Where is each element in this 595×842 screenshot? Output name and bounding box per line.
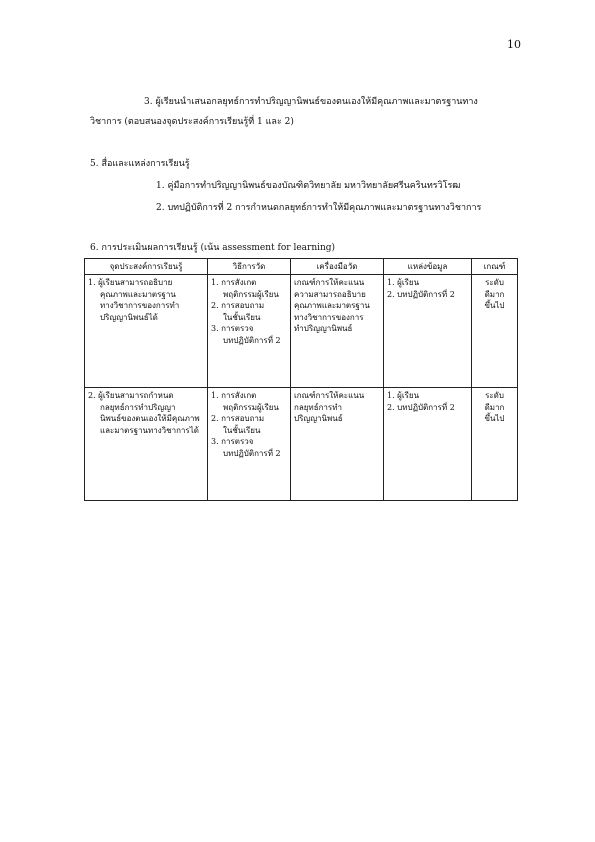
cell-objective bbox=[85, 388, 208, 501]
cell-method bbox=[208, 275, 291, 388]
cell-line: ในชั้นเรียน bbox=[223, 312, 261, 322]
cell-line: ระดับ bbox=[485, 278, 504, 287]
table-header-row bbox=[85, 259, 518, 275]
cell-objective bbox=[85, 275, 208, 388]
cell-line: ขึ้นไป bbox=[484, 301, 505, 310]
cell-line: ระดับ bbox=[485, 391, 504, 400]
cell-criteria bbox=[472, 275, 518, 388]
cell-line: 2. การสอบถาม bbox=[211, 414, 265, 423]
page-number: 10 bbox=[507, 38, 521, 51]
cell-line: ปริญญานิพนธ์ได้ bbox=[100, 312, 158, 322]
table-row bbox=[85, 275, 518, 388]
cell-line: 1. ผู้เรียน bbox=[387, 391, 420, 400]
cell-line: 1. ผู้เรียน bbox=[387, 278, 420, 287]
cell-tool bbox=[291, 275, 384, 388]
header-criteria: เกณฑ์ bbox=[472, 259, 518, 275]
cell-line: 1. การสังเกต bbox=[211, 391, 257, 400]
cell-line: เกณฑ์การให้คะแนน bbox=[294, 391, 365, 400]
header-method: วิธีการวัด bbox=[208, 259, 291, 275]
cell-line: ปริญญานิพนธ์ bbox=[294, 414, 343, 423]
cell-source bbox=[384, 388, 472, 501]
cell-line: 2. การสอบถาม bbox=[211, 301, 265, 310]
cell-line: ทางวิชาการของการทำ bbox=[100, 301, 180, 310]
cell-line: 2. บทปฏิบัติการที่ 2 bbox=[387, 289, 455, 299]
header-tool: เครื่องมือวัด bbox=[291, 259, 384, 275]
cell-line: กลยุทธ์การทำ bbox=[294, 402, 342, 412]
section5-item-2: 2. บทปฏิบัติการที่ 2 การกำหนดกลยุทธ์การทำให้มีคุณภาพและมาตรฐานทางวิชาการ bbox=[156, 203, 482, 213]
cell-line: พฤติกรรมผู้เรียน bbox=[223, 289, 279, 299]
cell-line: ดีมาก bbox=[484, 289, 505, 299]
cell-line: ทางวิชาการของการ bbox=[294, 312, 364, 322]
header-objective: จุดประสงค์การเรียนรู้ bbox=[85, 259, 208, 275]
item3-line2: วิชาการ (ตอบสนองจุดประสงค์การเรียนรู้ที่ 1 และ 2) bbox=[90, 117, 294, 127]
cell-criteria bbox=[472, 388, 518, 501]
cell-line: 3. การตรวจ bbox=[211, 437, 254, 446]
cell-line: พฤติกรรมผู้เรียน bbox=[223, 402, 279, 412]
cell-method bbox=[208, 388, 291, 501]
cell-line: ดีมาก bbox=[484, 402, 505, 412]
cell-line: คุณภาพและมาตรฐาน bbox=[100, 289, 176, 299]
cell-line: 1. ผู้เรียนสามารถอธิบาย bbox=[88, 278, 173, 287]
cell-source bbox=[384, 275, 472, 388]
cell-line: บทปฏิบัติการที่ 2 bbox=[223, 448, 281, 458]
cell-tool bbox=[291, 388, 384, 501]
cell-line: ในชั้นเรียน bbox=[223, 425, 261, 435]
table-row bbox=[85, 388, 518, 501]
cell-line: นิพนธ์ของตนเองให้มีคุณภาพ bbox=[100, 414, 200, 423]
cell-line: ขึ้นไป bbox=[484, 414, 505, 423]
item3-line1: 3. ผู้เรียนนำเสนอกลยุทธ์การทำปริญญานิพนธ์ของตนเองให้มีคุณภาพและมาตรฐานทาง bbox=[144, 97, 478, 107]
assessment-table bbox=[84, 258, 518, 501]
cell-line: 2. บทปฏิบัติการที่ 2 bbox=[387, 402, 455, 412]
cell-line: และมาตรฐานทางวิชาการได้ bbox=[100, 425, 199, 435]
cell-line: 1. การสังเกต bbox=[211, 278, 257, 287]
cell-line: 3. การตรวจ bbox=[211, 324, 254, 333]
section5-heading: 5. สื่อและแหล่งการเรียนรู้ bbox=[90, 159, 190, 169]
header-source: แหล่งข้อมูล bbox=[384, 259, 472, 275]
cell-line: ความสามารถอธิบาย bbox=[294, 289, 366, 299]
section5-item-1: 1. คู่มือการทำปริญญานิพนธ์ของบัณฑิตวิทยาลัย มหาวิทยาลัยศรีนครินทรวิโรฒ bbox=[156, 181, 461, 191]
cell-line: คุณภาพและมาตรฐาน bbox=[294, 301, 370, 310]
cell-line: ทำปริญญานิพนธ์ bbox=[294, 324, 353, 333]
cell-line: กลยุทธ์การทำปริญญา bbox=[100, 402, 176, 412]
cell-line: 2. ผู้เรียนสามารถกำหนด bbox=[88, 391, 174, 400]
cell-line: เกณฑ์การให้คะแนน bbox=[294, 278, 365, 287]
section6-heading: 6. การประเมินผลการเรียนรู้ (เน้น assessment for learning) bbox=[90, 243, 336, 253]
cell-line: บทปฏิบัติการที่ 2 bbox=[223, 335, 281, 345]
